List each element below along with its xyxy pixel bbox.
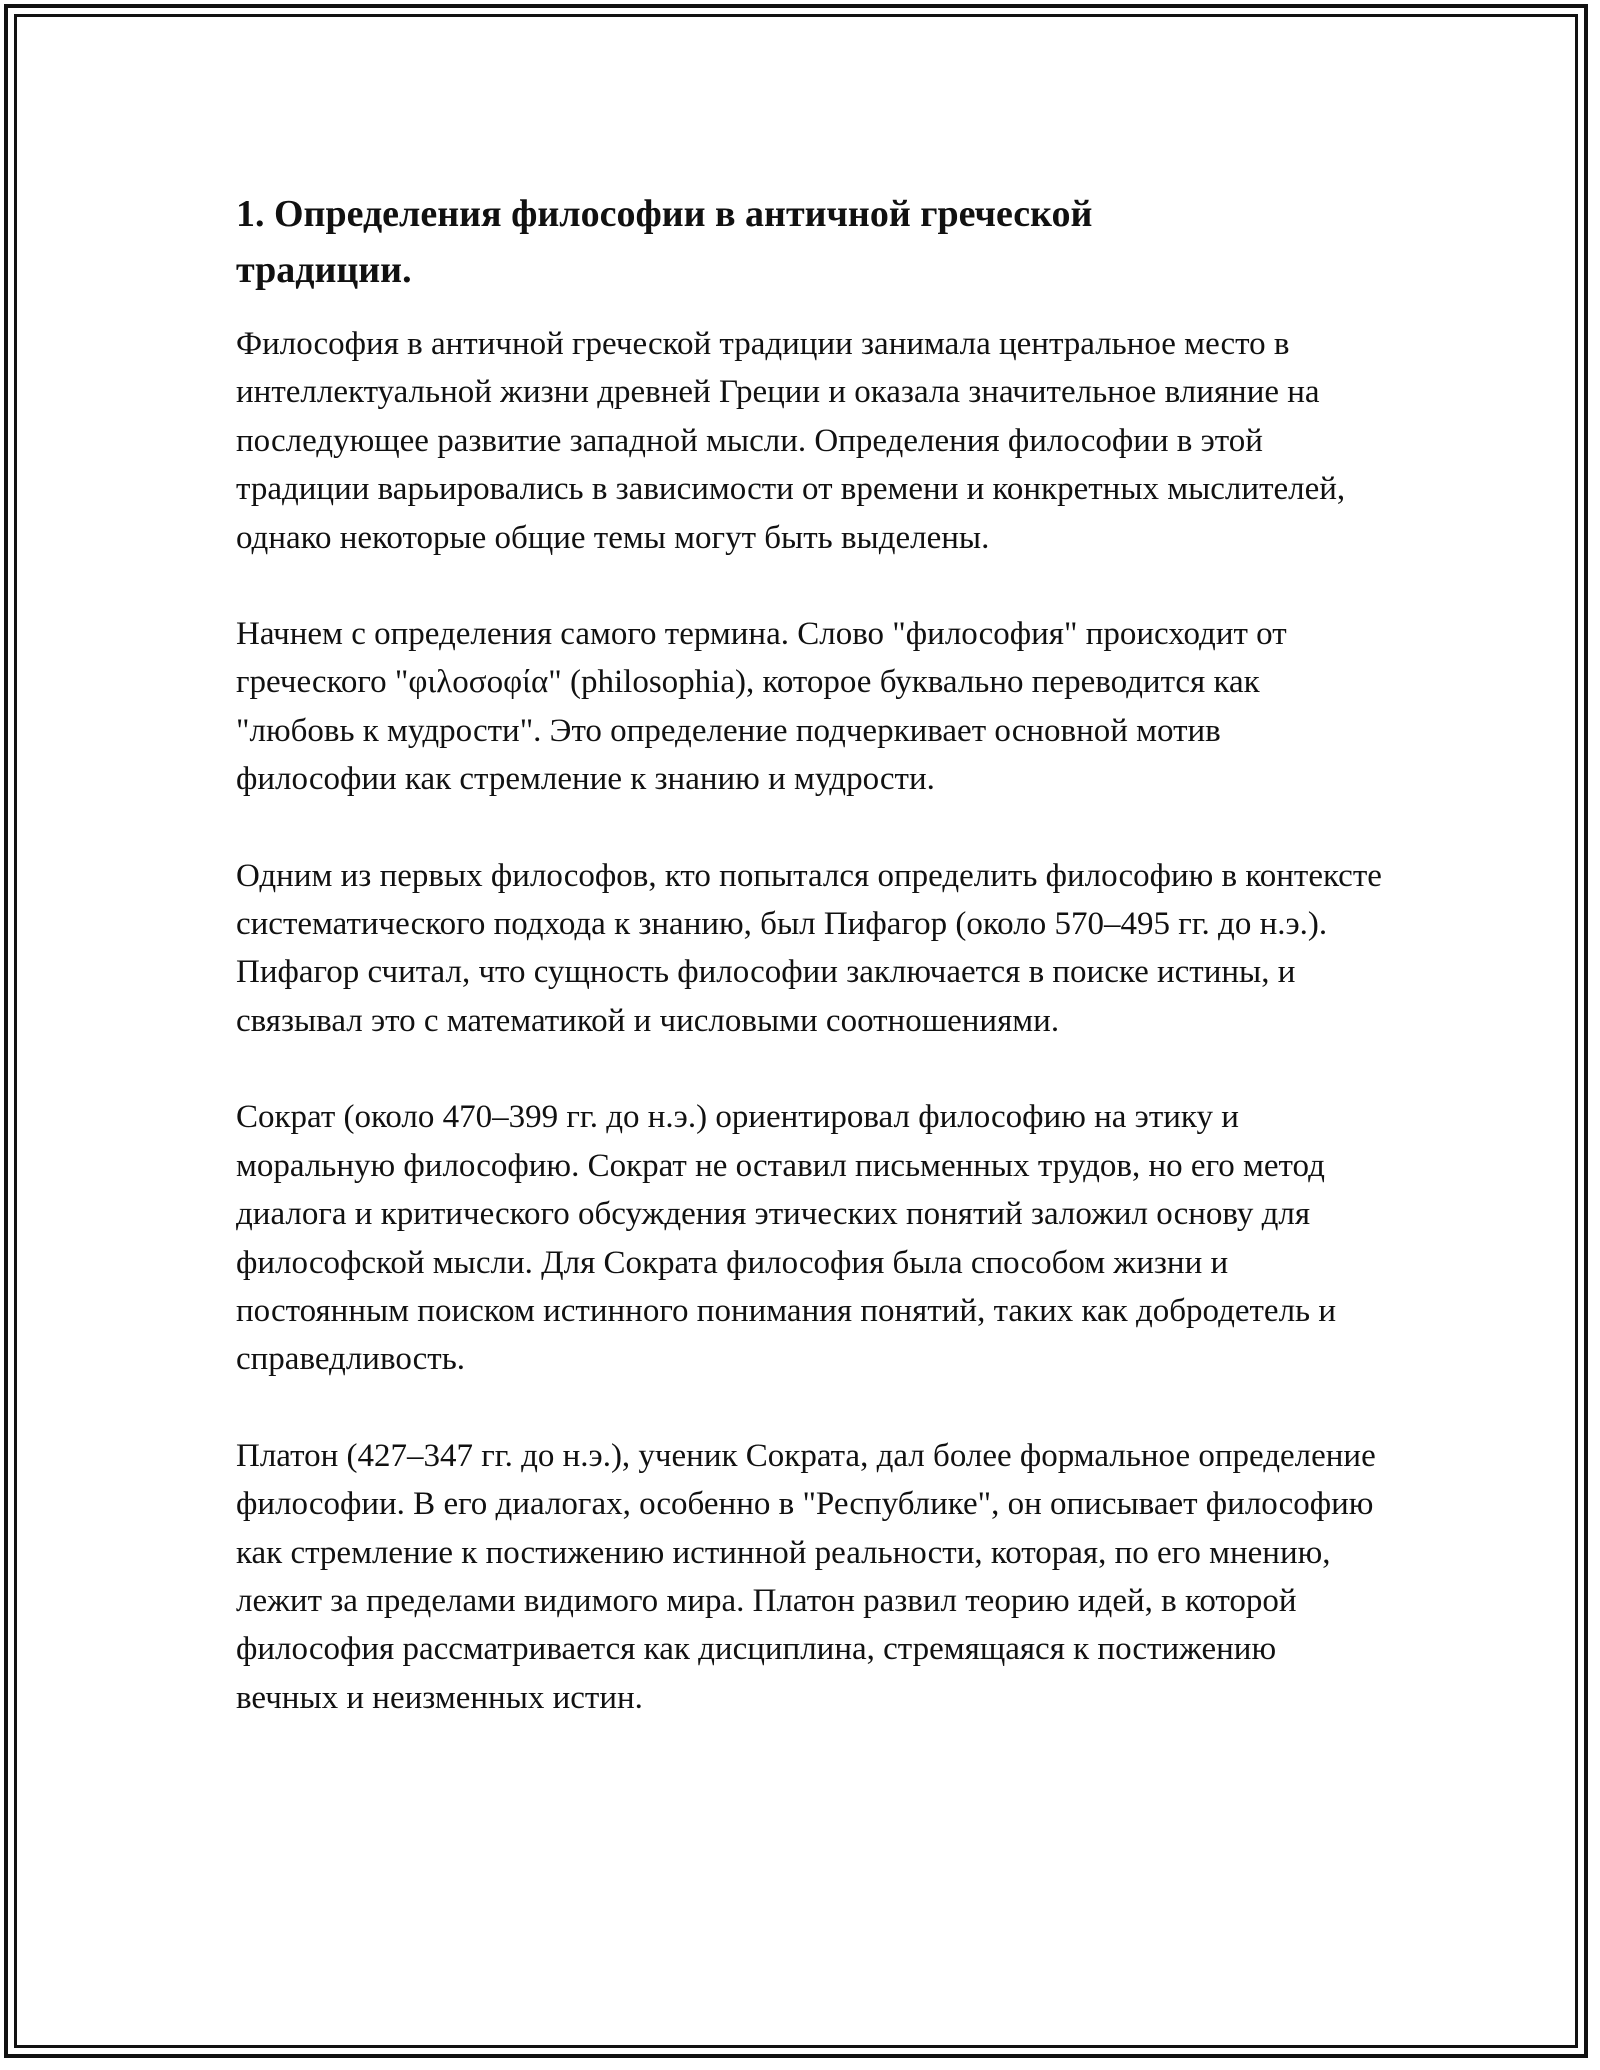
document-body — [236, 186, 1386, 1770]
paragraph-plato: Платон (427–347 гг. до н.э.), ученик Сократа, дал более формальное определение философии. В его диалогах, особенно в "Республике", он описывает философию как стремление к постижению истинной реальности, которая, по его мнению, лежит за пределами видимого мира. Платон развил теорию идей, в которой философия рассматривается как дисциплина, стремящаяся к постижению вечных и неизменных истин. — [236, 1437, 1376, 1716]
section-heading: 1. Определения философии в античной греческой традиции. — [236, 193, 1093, 291]
paragraph-intro: Философия в античной греческой традиции занимала центральное место в интеллектуальной жизни древней Греции и оказала значительное влияние на последующее развитие западной мысли. Определения философии в этой традиции варьировались в зависимости от времени и конкретных мыслителей, однако некоторые общие темы могут быть выделены. — [236, 326, 1346, 556]
paragraph-term-definition: Начнем с определения самого термина. Слово "философия" происходит от греческого "φιλοσοφία" (philosophia), которое буквально переводится как "любовь к мудрости". Это определение подчеркивает основной мотив философии как стремление к знанию и мудрости. — [236, 616, 1287, 798]
paragraph-socrates: Сократ (около 470–399 гг. до н.э.) ориентировал философию на этику и моральную философию. Сократ не оставил письменных трудов, но его метод диалога и критического обсуждения этических понятий заложил основу для философской мысли. Для Сократа философия была способом жизни и постоянным поиском истинного понимания понятий, таких как добродетель и справедливость. — [236, 1099, 1337, 1378]
paragraph-pythagoras: Одним из первых философов, кто попытался определить философию в контексте систематического подхода к знанию, был Пифагор (около 570–495 гг. до н.э.). Пифагор считал, что сущность философии заключается в поиске истины, и связывал это с математикой и числовыми соотношениями. — [236, 857, 1382, 1039]
